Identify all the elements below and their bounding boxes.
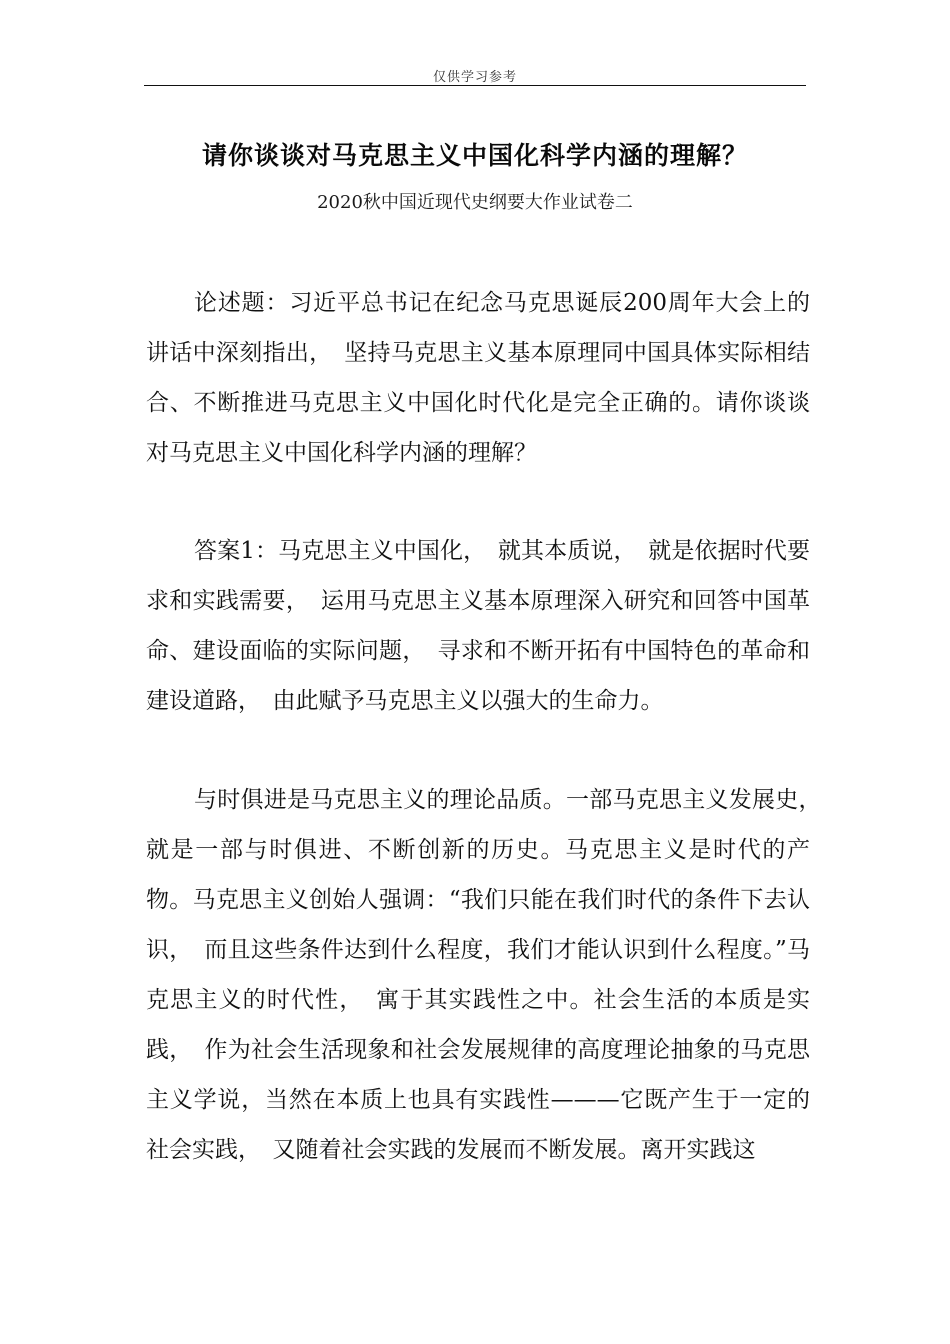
document-subtitle: 2020秋中国近现代史纲要大作业试卷二	[317, 192, 633, 213]
document-title: 请你谈谈对马克思主义中国化科学内涵的理解？	[201, 141, 748, 170]
header-divider	[144, 85, 806, 86]
page-header: 仅供学习参考	[432, 70, 517, 85]
question-paragraph: 论述题：习近平总书记在纪念马克思诞辰200周年大会上的讲话中深刻指出， 坚持马克思主义基本原理同中国具体实际相结合、不断推进马克思主义中国化时代化是完全正确的。请你谈谈对马克思主义中国化科学内涵的理解？	[146, 290, 810, 466]
body-paragraph: 与时俱进是马克思主义的理论品质。一部马克思主义发展史， 就是一部与时俱进、不断创新的历史。马克思主义是时代的产物。马克思主义创始人强调：“我们只能在我们时代的条件下去认识， 而且这些条件达到什么程度，我们才能认识到什么程度。”马克思主义的时代性， 寓于其实践性之中。社会生活的本质是实践， 作为社会生活现象和社会发展规律的高度理论抽象的马克思主义学说，当然在本质上也具有实践性———它既产生于一定的社会实践， 又随着社会实践的发展而不断发展。离开实践这	[146, 787, 833, 1163]
answer-paragraph: 答案1：马克思主义中国化， 就其本质说， 就是依据时代要求和实践需要， 运用马克思主义基本原理深入研究和回答中国革命、建设面临的实际问题， 寻求和不断开拓有中国特色的革命和建设道路， 由此赋予马克思主义以强大的生命力。	[146, 538, 810, 714]
